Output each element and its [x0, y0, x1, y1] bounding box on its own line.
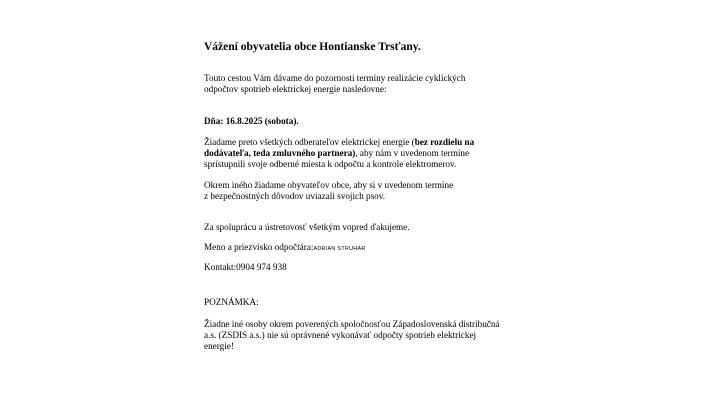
request-line-1 [204, 137, 474, 148]
request-line-1-text: Žiadame preto všetkých odberateľov elektrickej energie ( [204, 137, 415, 147]
note-line-2: a.s. (ZSDIS a.s.) nie sú oprávnené vykonávať odpočty spotrieb elektrickej [204, 330, 477, 340]
notice-title: Vážení obyvatelia obce Hontianske Trsťany. [204, 41, 421, 53]
reading-date: Dňa: 16.8.2025 (sobota). [204, 116, 299, 126]
note-line-3: energie! [204, 341, 234, 351]
contact-line: Kontakt:0904 974 938 [204, 262, 287, 272]
reader-label: Meno a priezvisko odpočtára: [204, 242, 314, 252]
request-line-2-bold: dodávateľa, teda zmluvného partnera) [204, 148, 356, 158]
request-line-2-text: , aby nám v uvedenom termíne [355, 148, 470, 158]
intro-line-1: Touto cestou Vám dávame do pozornosti termíny realizácie cyklických [204, 73, 466, 83]
request-line-3: sprístupnili svoje odberné miesta k odpočtu a kontrole elektromerov. [204, 159, 457, 169]
thanks-line: Za spoluprácu a ústretovosť všetkým vopred ďakujeme. [204, 222, 410, 232]
note-line-1: Žiadne iné osoby okrem poverených spoločnosťou Západoslovenská distribučná [204, 319, 500, 329]
other-line-1: Okrem iného žiadame obyvateľov obce, aby si v uvedenom termíne [204, 180, 454, 190]
intro-line-2: odpočtov spotrieb elektrickej energie nasledovne: [204, 84, 387, 94]
note-label: POZNÁMKA: [204, 297, 259, 307]
request-line-2 [204, 148, 469, 159]
reader-name: ADRIAN STRUHAR [313, 246, 366, 252]
request-line-1-bold: bez rozdielu na [414, 137, 475, 147]
reader-line [204, 242, 366, 255]
other-line-2: z bezpečnostných dôvodov uviazali svojich psov. [204, 191, 386, 201]
